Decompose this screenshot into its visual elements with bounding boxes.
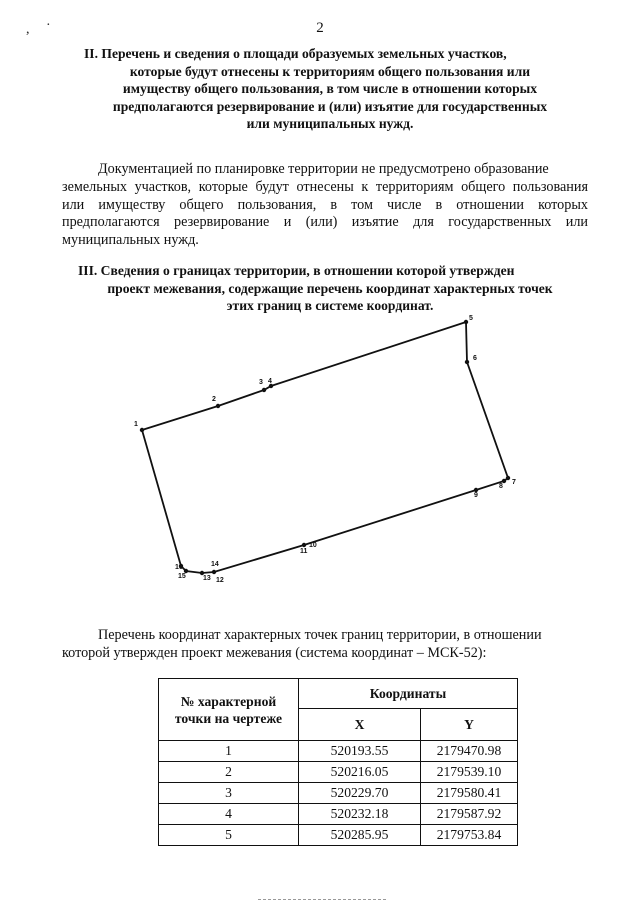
cell-y: 2179587.92	[421, 804, 518, 825]
cell-point-number: 3	[159, 783, 299, 804]
body-line: Документацией по планировке территории не предусмотрено образование	[98, 161, 549, 177]
point-label: 10	[309, 542, 317, 549]
table-row	[159, 762, 518, 783]
cell-point-number: 4	[159, 804, 299, 825]
boundary-vertices	[140, 320, 510, 575]
heading-line: III. Сведения о границах территории, в отношении которой утвержден	[78, 263, 515, 278]
cell-y: 2179580.41	[421, 783, 518, 804]
cell-x: 520285.95	[299, 825, 421, 846]
table-row	[159, 804, 518, 825]
point-label: 9	[474, 492, 478, 499]
boundary-line	[142, 322, 508, 573]
point-label: 5	[469, 315, 473, 322]
body-line: предполагаются резервирование и (или) изъятие для государственных или	[62, 214, 588, 231]
cell-y: 2179753.84	[421, 825, 518, 846]
heading-line: II. Перечень и сведения о площади образуемых земельных участков,	[84, 46, 507, 61]
header-y: Y	[421, 709, 518, 741]
point-label: 8	[499, 483, 503, 490]
body-line: земельных участков, которые будут отнесены к территориям общего пользования	[62, 178, 588, 195]
coordinates-table	[158, 678, 518, 846]
page-number: 2	[316, 20, 324, 36]
cell-x: 520229.70	[299, 783, 421, 804]
point-label: 15	[178, 573, 186, 580]
heading-line: предполагаются резервирование и (или) изъятие для государственных	[112, 98, 548, 114]
point-label: 16	[175, 564, 183, 571]
header-x: X	[299, 709, 421, 741]
cell-point-number: 2	[159, 762, 299, 783]
vertex-marker	[506, 476, 510, 480]
vertex-marker	[302, 543, 306, 547]
cell-x: 520193.55	[299, 741, 421, 762]
vertex-marker	[140, 428, 144, 432]
vertex-marker	[212, 570, 216, 574]
vertex-marker	[465, 360, 469, 364]
heading-line: проект межевания, содержащие перечень координат характерных точек	[107, 280, 553, 296]
point-label: 2	[212, 396, 216, 403]
scan-mark: ·	[46, 18, 51, 33]
header-point-number: № характерной точки на чертеже	[159, 679, 299, 741]
cell-x: 520232.18	[299, 804, 421, 825]
vertex-marker	[464, 320, 468, 324]
point-label: 4	[268, 378, 272, 385]
heading-line: которые будут отнесены к территориям общего пользования или	[129, 63, 531, 79]
heading-line: или муниципальных нужд.	[246, 116, 414, 132]
point-label: 6	[473, 355, 477, 362]
point-label: 3	[259, 379, 263, 386]
point-label: 14	[211, 561, 219, 568]
bottom-edge-mark	[258, 899, 386, 900]
scan-mark: ,	[26, 22, 30, 37]
vertex-marker	[216, 404, 220, 408]
point-label: 12	[216, 577, 224, 584]
point-label: 11	[300, 548, 308, 555]
body-line: муниципальных нужд.	[62, 232, 199, 249]
point-label: 7	[512, 479, 516, 486]
table-caption	[62, 626, 588, 662]
table-row	[159, 741, 518, 762]
cell-y: 2179539.10	[421, 762, 518, 783]
table-row	[159, 825, 518, 846]
cell-point-number: 1	[159, 741, 299, 762]
caption-line: Перечень координат характерных точек границ территории, в отношении	[98, 627, 542, 643]
cell-point-number: 5	[159, 825, 299, 846]
cell-x: 520216.05	[299, 762, 421, 783]
heading-line: этих границ в системе координат.	[226, 298, 434, 314]
boundary-polygon	[142, 322, 508, 573]
vertex-marker	[262, 388, 266, 392]
cell-y: 2179470.98	[421, 741, 518, 762]
point-label: 13	[203, 575, 211, 582]
body-line: или имуществу общего пользования, в том числе в отношении которых	[62, 196, 588, 213]
point-label: 1	[134, 421, 138, 428]
header-coordinates: Координаты	[299, 679, 518, 709]
caption-line: которой утвержден проект межевания (система координат – МСК-52):	[62, 645, 487, 661]
table-row	[159, 783, 518, 804]
heading-line: имуществу общего пользования, в том числе в отношении которых	[122, 81, 538, 97]
